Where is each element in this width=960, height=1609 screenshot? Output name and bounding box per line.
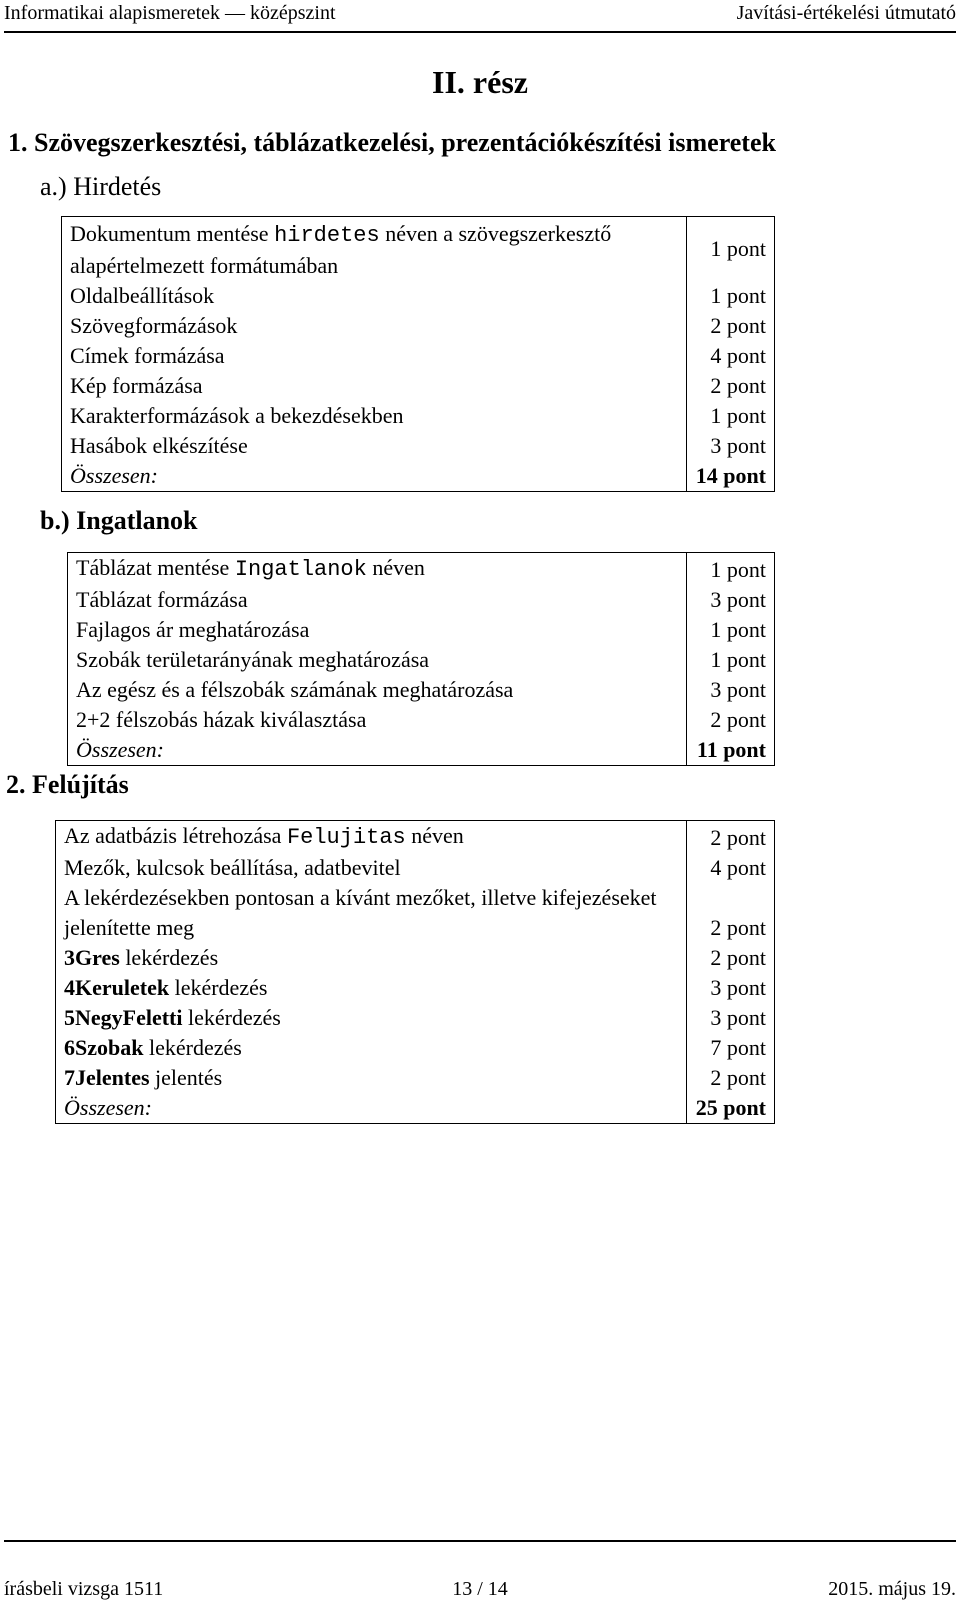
table-row xyxy=(62,311,775,341)
header-right: Javítási-értékelési útmutató xyxy=(736,2,956,24)
score-table-a xyxy=(61,216,775,492)
item-points: 1 pont xyxy=(687,645,775,675)
part-title: II. rész xyxy=(432,64,528,100)
item-points: 1 pont xyxy=(687,217,775,282)
item-text: Az adatbázis létrehozása xyxy=(64,823,287,848)
total-label: Összesen: xyxy=(68,735,687,766)
table-row xyxy=(68,553,775,586)
table-row xyxy=(62,401,775,431)
total-points: 11 pont xyxy=(687,735,775,766)
item-points: 1 pont xyxy=(687,615,775,645)
query-name: 6Szobak xyxy=(64,1035,144,1060)
item-label: Táblázat formázása xyxy=(68,585,687,615)
query-type: lekérdezés xyxy=(169,975,268,1000)
item-label: Címek formázása xyxy=(62,341,687,371)
item-points: 2 pont xyxy=(687,371,775,401)
section-title: 1. Szövegszerkesztési, táblázatkezelési, prezentációkészítési ismeretek xyxy=(8,128,776,157)
item-text: néven a szövegszerkesztő alapértelmezett formátumában xyxy=(70,221,612,278)
item-label xyxy=(56,943,687,973)
item-label xyxy=(56,1033,687,1063)
query-name: 5NegyFeletti xyxy=(64,1005,183,1030)
query-type: jelentés xyxy=(149,1065,223,1090)
item-points: 3 pont xyxy=(687,585,775,615)
item-label xyxy=(56,1003,687,1033)
item-label: Fajlagos ár meghatározása xyxy=(68,615,687,645)
table-row xyxy=(62,281,775,311)
total-points: 14 pont xyxy=(687,461,775,492)
footer-left: írásbeli vizsga 1511 xyxy=(4,1578,164,1600)
item-points: 1 pont xyxy=(687,401,775,431)
subsection-title-a: a.) Hirdetés xyxy=(40,172,162,201)
table-row xyxy=(68,645,775,675)
item-label xyxy=(68,553,687,586)
item-code: Ingatlanok xyxy=(234,557,367,582)
table-row xyxy=(56,1063,775,1093)
table-row xyxy=(56,1033,775,1063)
table-row xyxy=(68,705,775,735)
query-type: lekérdezés xyxy=(143,1035,242,1060)
item-label: Oldalbeállítások xyxy=(62,281,687,311)
item-points: 4 pont xyxy=(687,853,775,883)
item-points: 2 pont xyxy=(687,705,775,735)
table-row xyxy=(68,585,775,615)
item-points: 4 pont xyxy=(687,341,775,371)
item-points: 1 pont xyxy=(687,281,775,311)
item-label: A lekérdezésekben pontosan a kívánt mezőket, illetve kifejezéseket jelenítette meg xyxy=(56,883,687,943)
item-points: 2 pont xyxy=(687,943,775,973)
query-type: lekérdezés xyxy=(119,945,219,970)
item-points: 3 pont xyxy=(687,675,775,705)
total-label: Összesen: xyxy=(56,1093,687,1124)
query-type: lekérdezés xyxy=(182,1005,281,1030)
footer-date: 2015. május 19. xyxy=(828,1578,956,1600)
item-text: néven xyxy=(405,823,464,848)
total-row xyxy=(56,1093,775,1124)
item-label xyxy=(56,1063,687,1093)
table-row xyxy=(56,973,775,1003)
item-label xyxy=(62,217,687,282)
item-points: 1 pont xyxy=(687,553,775,586)
table-row xyxy=(56,943,775,973)
table-row xyxy=(56,821,775,854)
item-points: 2 pont xyxy=(687,821,775,854)
header-left: Informatikai alapismeretek — középszint xyxy=(4,2,336,24)
item-label: Karakterformázások a bekezdésekben xyxy=(62,401,687,431)
table-row xyxy=(56,883,775,943)
query-name: 3Gres xyxy=(64,945,120,970)
item-label: Szövegformázások xyxy=(62,311,687,341)
table-row xyxy=(68,675,775,705)
section-title-2: 2. Felújítás xyxy=(6,770,129,799)
item-points: 3 pont xyxy=(687,1003,775,1033)
table-row xyxy=(56,1003,775,1033)
item-points: 2 pont xyxy=(687,883,775,943)
item-label xyxy=(56,821,687,854)
item-text: Dokumentum mentése xyxy=(70,221,275,246)
item-label xyxy=(56,973,687,1003)
table-row xyxy=(62,431,775,461)
total-label: Összesen: xyxy=(62,461,687,492)
table-row xyxy=(62,341,775,371)
item-code: hirdetes xyxy=(274,223,380,248)
table-row xyxy=(62,217,775,282)
total-points: 25 pont xyxy=(687,1093,775,1124)
item-text: néven xyxy=(366,555,425,580)
item-label: 2+2 félszobás házak kiválasztása xyxy=(68,705,687,735)
table-row xyxy=(68,615,775,645)
header-rule xyxy=(4,31,956,33)
item-label: Hasábok elkészítése xyxy=(62,431,687,461)
score-table-b xyxy=(67,552,775,766)
subsection-title-b: b.) Ingatlanok xyxy=(40,506,198,535)
item-label: Kép formázása xyxy=(62,371,687,401)
item-points: 2 pont xyxy=(687,1063,775,1093)
item-label: Szobák területarányának meghatározása xyxy=(68,645,687,675)
query-name: 4Keruletek xyxy=(64,975,170,1000)
footer-page-number: 13 / 14 xyxy=(452,1578,508,1600)
item-points: 3 pont xyxy=(687,973,775,1003)
footer-rule xyxy=(4,1540,956,1542)
item-text: Táblázat mentése xyxy=(76,555,235,580)
total-row xyxy=(68,735,775,766)
score-table-c xyxy=(55,820,775,1124)
item-points: 2 pont xyxy=(687,311,775,341)
item-points: 7 pont xyxy=(687,1033,775,1063)
item-points: 3 pont xyxy=(687,431,775,461)
item-code: Felujitas xyxy=(286,825,406,850)
query-name: 7Jelentes xyxy=(64,1065,150,1090)
item-label: Mezők, kulcsok beállítása, adatbevitel xyxy=(56,853,687,883)
item-label: Az egész és a félszobák számának meghatározása xyxy=(68,675,687,705)
table-row xyxy=(62,371,775,401)
table-row xyxy=(56,853,775,883)
total-row xyxy=(62,461,775,492)
